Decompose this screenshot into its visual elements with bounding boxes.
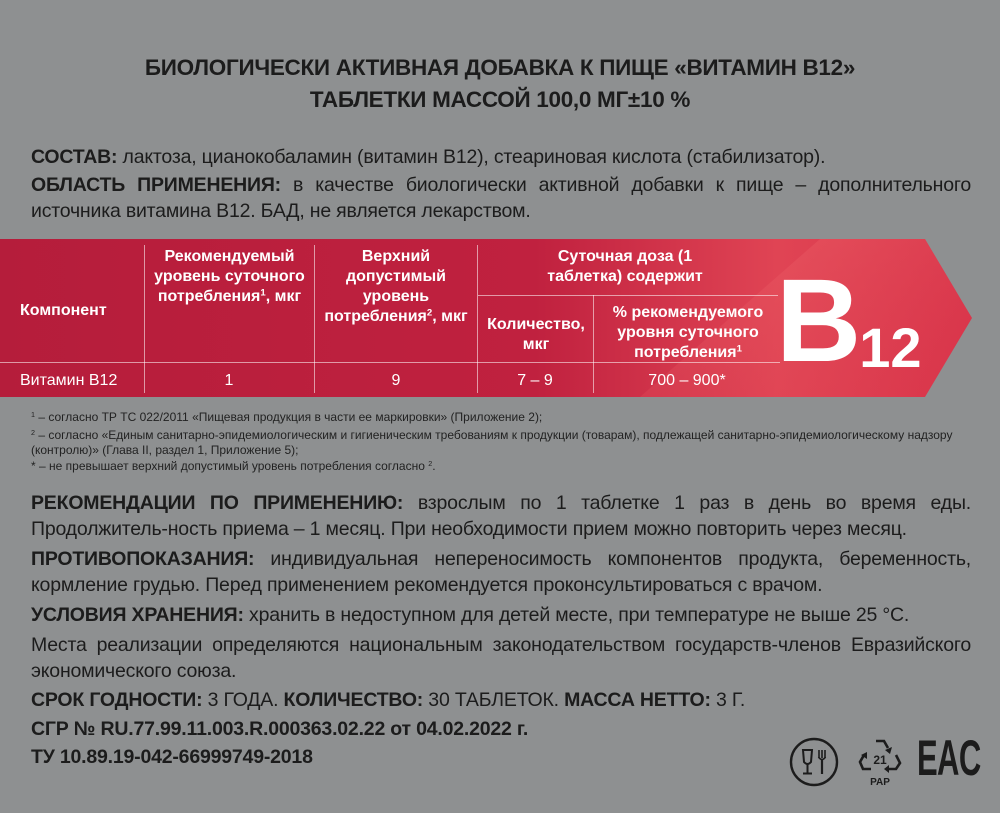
header-amount: Количество, мкг <box>487 316 585 353</box>
recycle-number: 21 <box>873 753 887 767</box>
sale-text: Места реализации определяются национальным законодательством государств-членов Евразийского экономического союза. <box>31 634 971 682</box>
storage-paragraph <box>31 602 971 628</box>
footnote-2 <box>31 428 961 458</box>
header-upper-sup: 2 <box>426 307 433 319</box>
product-title-line1: БИОЛОГИЧЕСКИ АКТИВНАЯ ДОБАВКА К ПИЩЕ «ВИТАМИН B12» <box>144 55 856 80</box>
header-recommended-unit: , мкг <box>265 288 302 305</box>
b12-badge-letter: B <box>776 255 858 387</box>
quantity-value: 30 ТАБЛЕТОК. <box>423 689 565 711</box>
storage-label: УСЛОВИЯ ХРАНЕНИЯ: <box>31 604 244 626</box>
shelf-life-value: 3 ГОДА. <box>202 689 284 711</box>
footnote-3-sup: 2 <box>428 459 433 469</box>
footnote-3-text: – не превышает верхний допустимый уровень потребления согласно <box>35 459 429 473</box>
sgr-line: СГР № RU.77.99.11.003.R.000363.02.22 от 04.02.2022 г. <box>31 718 529 740</box>
nutrition-table <box>0 239 1000 397</box>
sale-paragraph <box>31 632 971 684</box>
net-weight-label: МАССА НЕТТО: <box>564 689 711 711</box>
net-weight-value: 3 Г. <box>710 689 746 711</box>
application-paragraph <box>31 172 971 224</box>
header-recommended <box>152 247 307 307</box>
eac-mark-icon: EAC <box>917 730 981 786</box>
header-upper-unit: , мкг <box>432 308 468 325</box>
product-title <box>0 52 1000 116</box>
footnote-3-end: . <box>432 459 436 473</box>
cell-amount: 7 – 9 <box>517 372 553 389</box>
recycle-pap-icon <box>852 733 908 789</box>
header-upper-text: Верхний допустимый уровень потребления <box>324 248 446 325</box>
contraindications-label: ПРОТИВОПОКАЗАНИЯ: <box>31 548 255 570</box>
header-component: Компонент <box>20 302 107 319</box>
contraindications-text: индивидуальная непереносимость компонентов продукта, беременность, кормление грудью. Перед применением рекомендуется проконсультироваться с врачом. <box>31 548 971 596</box>
cell-recommended: 1 <box>224 372 234 389</box>
product-title-line2: ТАБЛЕТКИ МАССОЙ 100,0 МГ±10 % <box>309 87 691 112</box>
application-text: в качестве биологически активной добавки к пище – дополнительного источника витамина B12. БАД, не является лекарством. <box>31 174 971 222</box>
header-recommended-text: Рекомендуемый уровень суточного потребления <box>154 248 305 305</box>
footnote-3 <box>31 459 961 474</box>
cell-percent: 700 – 900* <box>648 372 726 389</box>
usage-label: РЕКОМЕНДАЦИИ ПО ПРИМЕНЕНИЮ: <box>31 492 404 514</box>
shelf-life-line <box>31 687 971 713</box>
composition-label: СОСТАВ: <box>31 146 118 168</box>
cell-component: Витамин B12 <box>20 372 118 389</box>
footnote-2-text: – согласно «Единым санитарно-эпидемиологическим и гигиеническим требованиям к продукции (товарам), подлежащей санитарно-эпидемиологическому надзору (контролю)» (Глава II, раздел 1, Приложение 5); <box>31 428 953 457</box>
quantity-label: КОЛИЧЕСТВО: <box>283 689 424 711</box>
header-daily-dose: Суточная доза (1 таблетка) содержит <box>547 248 703 285</box>
footnote-1-text: – согласно ТР ТС 022/2011 «Пищевая продукция в части ее маркировки» (Приложение 2); <box>35 410 543 424</box>
shelf-life-label: СРОК ГОДНОСТИ: <box>31 689 203 711</box>
header-percent-sup: 1 <box>736 343 742 355</box>
header-upper <box>322 247 470 327</box>
storage-text: хранить в недоступном для детей месте, при температуре не выше 25 °С. <box>243 604 910 626</box>
contraindications-paragraph <box>31 546 971 598</box>
application-label: ОБЛАСТЬ ПРИМЕНЕНИЯ: <box>31 174 281 196</box>
header-percent <box>598 303 778 363</box>
cell-upper: 9 <box>391 372 401 389</box>
header-percent-text: % рекомендуемого уровня суточного потребления <box>612 304 764 361</box>
food-contact-icon <box>788 736 840 788</box>
footnote-1 <box>31 410 961 425</box>
composition-paragraph <box>31 144 971 170</box>
b12-badge-number: 12 <box>859 316 922 379</box>
footnote-2-mark: 2 <box>31 428 35 438</box>
composition-text: лактоза, цианокобаламин (витамин B12), стеариновая кислота (стабилизатор). <box>117 146 826 168</box>
header-recommended-sup: 1 <box>260 287 266 299</box>
usage-text: взрослым по 1 таблетке 1 раз в день во время еды. Продолжитель-ность приема – 1 месяц. При необходимости прием можно повторить через месяц. <box>31 492 971 540</box>
tu-line: ТУ 10.89.19-042-66999749-2018 <box>31 746 313 768</box>
usage-paragraph <box>31 490 971 542</box>
recycle-label: PAP <box>870 777 890 788</box>
footnote-1-mark: 1 <box>31 410 35 420</box>
table-divider <box>478 295 778 296</box>
b12-badge <box>776 255 922 387</box>
footnote-3-mark: * <box>31 459 36 473</box>
